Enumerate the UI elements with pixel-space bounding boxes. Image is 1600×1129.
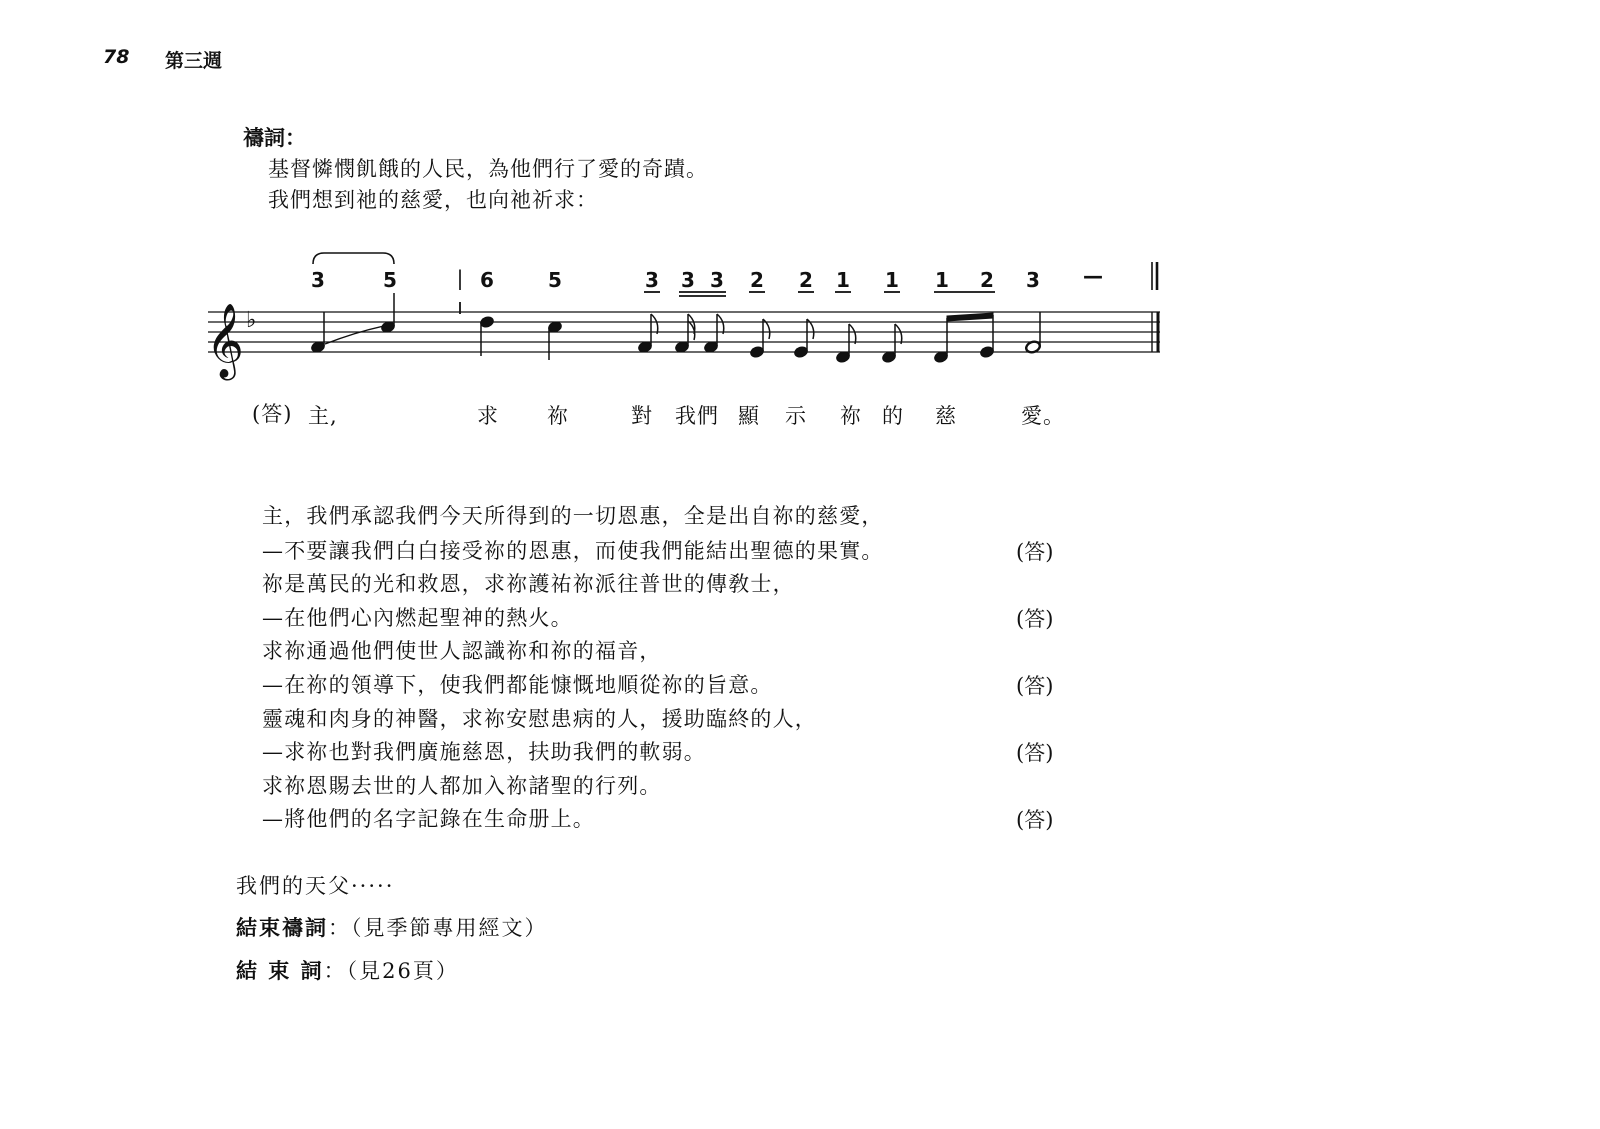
- petition-line: 求祢恩賜去世的人都加入祢諸聖的行列。: [262, 774, 662, 798]
- slur-bracket: [313, 253, 394, 264]
- lyric-word: 顯: [738, 404, 760, 428]
- jianpu-note: 5: [548, 268, 562, 292]
- closing-prayer-label: 結束禱詞: [236, 915, 328, 940]
- jianpu-dash: —: [1083, 264, 1103, 288]
- page-number: 78: [103, 46, 130, 68]
- petition-line: —在他們心內燃起聖神的熱火。: [262, 606, 573, 630]
- petition-line: 祢是萬民的光和救恩，求祢護祐祢派往普世的傳敎士，: [262, 572, 795, 596]
- jianpu-note: 5: [383, 268, 397, 292]
- petition-response: (答): [1016, 741, 1054, 765]
- petition-line: —求祢也對我們廣施慈恩，扶助我們的軟弱。: [262, 740, 706, 764]
- jianpu-note: 3: [710, 268, 724, 292]
- petition-line: —將他們的名字記錄在生命册上。: [262, 807, 595, 831]
- intercession-label: 禱詞：: [243, 125, 306, 150]
- flat-sign-icon: ♭: [246, 308, 257, 333]
- section-title: 第三週: [165, 50, 223, 72]
- petition-response: (答): [1016, 607, 1054, 631]
- lyric-response: (答): [252, 402, 293, 426]
- jianpu-note: 2: [980, 268, 994, 292]
- petition-line: —在祢的領導下，使我們都能慷慨地順從祢的旨意。: [262, 673, 773, 697]
- treble-clef-icon: 𝄞: [206, 304, 244, 378]
- lyric-word: 愛。: [1021, 404, 1065, 428]
- notes: [310, 293, 1041, 364]
- closing-prayer-line: [236, 912, 548, 942]
- jianpu-note: 3: [681, 268, 695, 292]
- jianpu-note: 2: [799, 268, 813, 292]
- petition-line: 主，我們承認我們今天所得到的一切恩惠，全是出自祢的慈愛，: [262, 504, 884, 528]
- petition-line: —不要讓我們白白接受祢的恩惠，而使我們能結出聖德的果實。: [262, 539, 884, 563]
- jianpu-note: 3: [645, 268, 659, 292]
- petition-response: (答): [1016, 808, 1054, 832]
- lyric-word: 我們: [675, 404, 719, 428]
- lyric-word: 求: [477, 404, 499, 428]
- lyric-word: 的: [882, 404, 904, 428]
- petition-response: (答): [1016, 674, 1054, 698]
- lyric-word: 慈: [935, 404, 957, 428]
- lyric-word: 祢: [840, 404, 862, 428]
- jianpu-note: 1: [885, 268, 899, 292]
- ending-text: ：（見26頁）: [323, 959, 459, 983]
- closing-prayer-text: ：（見季節專用經文）: [328, 916, 548, 940]
- petition-response: (答): [1016, 540, 1054, 564]
- jianpu-note: 6: [480, 268, 494, 292]
- jianpu-note: 1: [935, 268, 949, 292]
- lyric-word: 示: [785, 404, 807, 428]
- ending-label: 結 束 詞: [236, 958, 324, 983]
- jianpu-note: 2: [750, 268, 764, 292]
- jianpu-barline: |: [456, 266, 464, 290]
- petition-line: 靈魂和肉身的神醫，求祢安慰患病的人，援助臨終的人，: [262, 707, 817, 731]
- intro-line-1: 基督憐憫飢餓的人民，為他們行了愛的奇蹟。: [268, 157, 708, 181]
- beam: [947, 313, 993, 321]
- jianpu-note: 3: [1026, 268, 1040, 292]
- lyric-word: 祢: [547, 404, 569, 428]
- intro-line-2: 我們想到祂的慈愛，也向祂祈求：: [268, 188, 598, 212]
- note-slur: [325, 326, 384, 344]
- jianpu-note: 3: [311, 268, 325, 292]
- petition-line: 求祢通過他們使世人認識祢和祢的福音，: [262, 639, 662, 663]
- our-father-line: 我們的天父·····: [236, 874, 395, 898]
- jianpu-note: 1: [836, 268, 850, 292]
- ending-line: [236, 955, 459, 985]
- lyric-word: 對: [631, 404, 653, 428]
- lyric-word: 主,: [308, 404, 338, 428]
